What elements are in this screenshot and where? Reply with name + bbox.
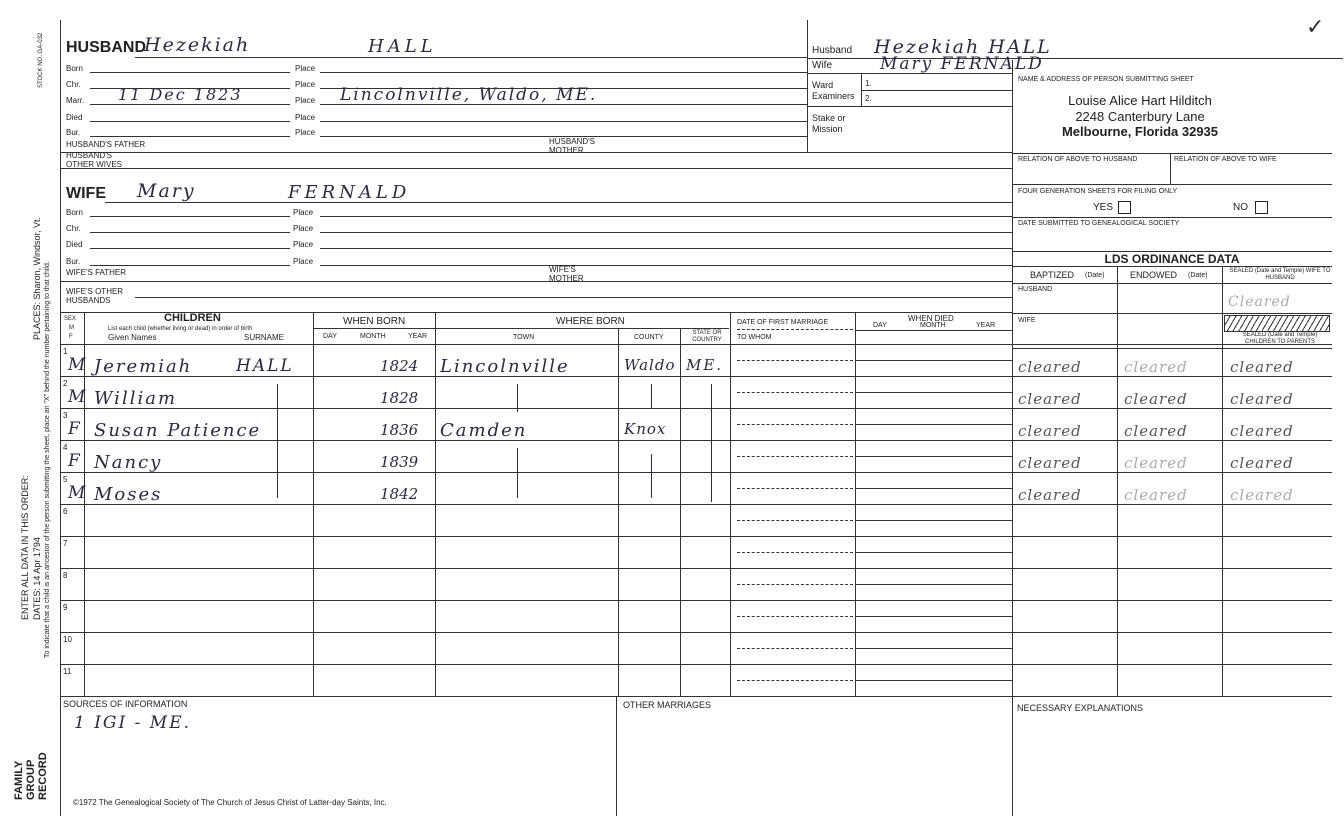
sealed-status[interactable]: cleared bbox=[1230, 454, 1294, 472]
died-line bbox=[855, 680, 1012, 681]
husband-marr-place-line bbox=[320, 104, 807, 105]
child-surname[interactable]: HALL bbox=[236, 356, 294, 376]
wife-born-place-line bbox=[320, 216, 1012, 217]
baptized-label: BAPTIZED bbox=[1030, 270, 1075, 280]
died-line bbox=[855, 488, 1012, 489]
child-given-name[interactable]: Moses bbox=[94, 484, 163, 505]
sex-f-label: F bbox=[69, 334, 73, 340]
wife-father-label: WIFE'S FATHER bbox=[66, 268, 127, 277]
wife-bur-label: Bur. bbox=[66, 257, 81, 266]
town-label: TOWN bbox=[513, 334, 535, 341]
yes-label: YES bbox=[1093, 202, 1114, 213]
husband-marr-date[interactable]: 11 Dec 1823 bbox=[118, 85, 243, 104]
wife-chr-label: Chr. bbox=[66, 224, 81, 233]
child-sex[interactable]: F bbox=[68, 419, 80, 439]
endowed-status[interactable]: cleared bbox=[1124, 358, 1188, 376]
record-title-family: FAMILY bbox=[13, 760, 25, 800]
ditto-mark bbox=[651, 384, 652, 408]
endowed-status[interactable]: cleared bbox=[1124, 454, 1188, 472]
baptized-status[interactable]: cleared bbox=[1018, 358, 1082, 376]
row-line bbox=[60, 344, 1332, 345]
wife-other-husbands-line bbox=[135, 297, 1012, 298]
husband-bur-line bbox=[90, 136, 290, 137]
died-line bbox=[855, 648, 1012, 649]
wife-chr-place-line bbox=[320, 232, 1012, 233]
child-given-name[interactable]: Jeremiah bbox=[94, 356, 193, 377]
county-col-line bbox=[618, 328, 619, 696]
wife-mother-label: WIFE'S MOTHER bbox=[549, 265, 584, 283]
baptized-date-label: (Date) bbox=[1085, 272, 1105, 279]
where-born-label: WHERE BORN bbox=[556, 316, 625, 327]
wife-bur-place-label: Place bbox=[293, 257, 314, 266]
sealed-status[interactable]: cleared bbox=[1230, 390, 1294, 408]
relation-bottom-line bbox=[1012, 184, 1332, 185]
baptized-status[interactable]: cleared bbox=[1018, 390, 1082, 408]
died-line bbox=[855, 424, 1012, 425]
row-line bbox=[60, 600, 1332, 601]
row-number: 6 bbox=[63, 507, 68, 516]
born-month-label: MONTH bbox=[360, 333, 386, 340]
ditto-mark bbox=[517, 384, 518, 412]
wife-name-line bbox=[105, 202, 1012, 203]
husband-marr-place-label: Place bbox=[295, 96, 316, 105]
marriage-date-dash bbox=[737, 488, 853, 489]
examiner-2: 2. bbox=[865, 94, 872, 103]
baptized-status[interactable]: cleared bbox=[1018, 422, 1082, 440]
ward-husband-label: Husband bbox=[812, 45, 853, 56]
husband-born-place-label: Place bbox=[295, 64, 316, 73]
marriage-date-dash bbox=[737, 584, 853, 585]
died-year-label: YEAR bbox=[976, 322, 996, 329]
wife-died-label: Died bbox=[66, 240, 83, 249]
given-names-label: Given Names bbox=[108, 333, 157, 342]
endowed-date-label: (Date) bbox=[1188, 272, 1208, 279]
stake-label: Stake or Mission bbox=[812, 113, 846, 134]
stock-number: STOCK NO. GA-032 bbox=[38, 32, 44, 88]
four-gen-label: FOUR GENERATION SHEETS FOR FILING ONLY bbox=[1018, 188, 1178, 195]
no-checkbox[interactable] bbox=[1255, 201, 1268, 214]
checkmark-icon: ✓ bbox=[1306, 14, 1325, 39]
child-birth-year[interactable]: 1842 bbox=[380, 485, 419, 503]
row-number: 3 bbox=[63, 411, 68, 420]
child-birth-state[interactable]: ME. bbox=[686, 356, 724, 374]
county-label: COUNTY bbox=[634, 334, 664, 341]
child-given-name[interactable]: Nancy bbox=[94, 452, 163, 473]
child-given-name[interactable]: William bbox=[94, 388, 178, 409]
husband-given-name[interactable]: Hezekiah bbox=[144, 34, 251, 56]
child-birth-town[interactable]: Camden bbox=[440, 420, 528, 441]
endowed-status[interactable]: cleared bbox=[1124, 390, 1188, 408]
row-line bbox=[60, 408, 1332, 409]
yes-checkbox[interactable] bbox=[1118, 201, 1131, 214]
ordinance-title: LDS ORDINANCE DATA bbox=[1104, 252, 1240, 266]
child-birth-year[interactable]: 1828 bbox=[380, 389, 419, 407]
wife-bur-place-line bbox=[320, 265, 1012, 266]
baptized-status[interactable]: cleared bbox=[1018, 486, 1082, 504]
husband-label: HUSBAND bbox=[66, 39, 146, 56]
died-subheader-line bbox=[855, 330, 1012, 331]
born-day-label: DAY bbox=[323, 333, 337, 340]
husband-mother-label: HUSBAND'S MOTHER bbox=[549, 137, 595, 155]
marriage-date-dash bbox=[737, 392, 853, 393]
endowed-status[interactable]: cleared bbox=[1124, 486, 1188, 504]
children-label: CHILDREN bbox=[164, 312, 221, 324]
died-line bbox=[855, 392, 1012, 393]
baptized-status[interactable]: cleared bbox=[1018, 454, 1082, 472]
row-number: 7 bbox=[63, 539, 68, 548]
ordinance-wife-label: WIFE bbox=[1018, 317, 1036, 324]
husband-marr-line bbox=[90, 104, 290, 105]
ordinance-title-line bbox=[1012, 266, 1332, 267]
relation-wife-label: RELATION OF ABOVE TO WIFE bbox=[1174, 156, 1277, 163]
table-bottom-line bbox=[60, 696, 1332, 697]
died-line bbox=[855, 360, 1012, 361]
husband-born-label: Born bbox=[66, 64, 83, 73]
row-line bbox=[60, 568, 1332, 569]
row-number: 1 bbox=[63, 347, 68, 356]
husband-surname[interactable]: HALL bbox=[368, 36, 437, 57]
sealed-status[interactable]: cleared bbox=[1230, 358, 1294, 376]
marriage-date-dash bbox=[737, 424, 853, 425]
husband-died-line bbox=[90, 121, 290, 122]
ditto-mark bbox=[277, 384, 278, 498]
state-col-line bbox=[680, 328, 681, 696]
no-label: NO bbox=[1233, 202, 1248, 213]
wife-parents-line bbox=[60, 281, 1012, 282]
wife-died-place-label: Place bbox=[293, 240, 314, 249]
wife-died-line bbox=[90, 248, 290, 249]
wife-born-label: Born bbox=[66, 208, 83, 217]
wife-bur-line bbox=[90, 265, 290, 266]
child-sex[interactable]: F bbox=[68, 451, 80, 471]
wife-born-line bbox=[90, 216, 290, 217]
endowed-label: ENDOWED bbox=[1130, 270, 1177, 280]
sex-m-label: M bbox=[69, 325, 74, 331]
died-line bbox=[855, 584, 1012, 585]
wife-died-place-line bbox=[320, 248, 1012, 249]
ditto-mark bbox=[517, 448, 518, 498]
husband-parents-line bbox=[60, 152, 1012, 153]
row-number: 9 bbox=[63, 603, 68, 612]
ditto-mark bbox=[711, 384, 712, 502]
died-line bbox=[855, 456, 1012, 457]
ancestor-instruction: To indicate that a child is an ancestor of the person submitting the sheet, place an "X" behind the number pertaining to that child. bbox=[44, 261, 51, 658]
child-birth-town[interactable]: Lincolnville bbox=[440, 356, 570, 377]
child-birth-county[interactable]: Knox bbox=[624, 420, 667, 438]
child-birth-year[interactable]: 1824 bbox=[380, 357, 419, 375]
child-sex[interactable]: M bbox=[68, 387, 86, 407]
ward-examiners-bottom-line bbox=[807, 106, 1012, 107]
died-month-label: MONTH bbox=[920, 322, 946, 329]
row-line bbox=[60, 472, 1332, 473]
first-marriage-label: DATE OF FIRST MARRIAGE bbox=[737, 319, 829, 326]
child-sex[interactable]: M bbox=[68, 355, 86, 375]
ward-wife-label: Wife bbox=[812, 60, 832, 71]
ordinance-header-line bbox=[1012, 283, 1332, 284]
wife-other-husbands-label: WIFE'S OTHER HUSBANDS bbox=[66, 287, 124, 305]
husband-died-place-label: Place bbox=[295, 113, 316, 122]
examiner-line bbox=[861, 90, 1012, 91]
ward-wife-value[interactable]: Mary FERNALD bbox=[880, 54, 1044, 74]
submitter-street: 2248 Canterbury Lane bbox=[1075, 109, 1205, 124]
sex-label: SEX bbox=[64, 316, 77, 322]
state-label: STATE OR COUNTRY bbox=[692, 330, 722, 343]
sealed-status[interactable]: cleared bbox=[1230, 486, 1294, 504]
ordinance-children-header-line bbox=[1012, 348, 1332, 349]
husband-marr-place[interactable]: Lincolnville, Waldo, ME. bbox=[340, 85, 598, 105]
row-number: 10 bbox=[63, 635, 72, 644]
ordinance-husband-line bbox=[1012, 313, 1332, 314]
husband-bur-label: Bur. bbox=[66, 128, 81, 137]
row-line bbox=[60, 536, 1332, 537]
submitter-city: Melbourne, Florida 32935 bbox=[1061, 124, 1219, 139]
places-order-text: PLACES: Sharon, Windsor, Vt. bbox=[32, 216, 42, 340]
ditto-mark bbox=[651, 454, 652, 498]
husband-chr-place-label: Place bbox=[295, 80, 316, 89]
husband-died-place-line bbox=[320, 121, 807, 122]
four-gen-bottom-line bbox=[1012, 217, 1332, 218]
hatched-wife-sealing bbox=[1224, 315, 1330, 332]
record-title-group: GROUP bbox=[25, 759, 37, 800]
date-submitted-label: DATE SUBMITTED TO GENEALOGICAL SOCIETY bbox=[1018, 220, 1180, 227]
husband-born-place-line bbox=[320, 72, 807, 73]
child-birth-year[interactable]: 1836 bbox=[380, 421, 419, 439]
wife-label: WIFE bbox=[66, 185, 106, 202]
sealed-wife-value[interactable]: Cleared bbox=[1228, 294, 1291, 310]
row-line bbox=[60, 376, 1332, 377]
husband-other-wives-label: HUSBAND'S OTHER WIVES bbox=[66, 151, 123, 169]
ward-examiners-label: Ward Examiners bbox=[812, 80, 855, 101]
header-dash bbox=[737, 329, 853, 330]
sealed-children-label: SEALED (Date and Temple) CHILDREN TO PARENTS bbox=[1242, 332, 1318, 345]
child-sex[interactable]: M bbox=[68, 483, 86, 503]
copyright: ©1972 The Genealogical Society of The Church of Jesus Christ of Latter-day Saints, Inc. bbox=[73, 798, 387, 807]
source-1[interactable]: 1 IGI - ME. bbox=[74, 713, 192, 733]
marriage-date-dash bbox=[737, 360, 853, 361]
right-panel-left-line bbox=[1012, 60, 1013, 816]
row-number: 8 bbox=[63, 571, 68, 580]
row-number: 4 bbox=[63, 443, 68, 452]
ward-box-left-line bbox=[807, 20, 808, 152]
endowed-status[interactable]: cleared bbox=[1124, 422, 1188, 440]
relation-divider bbox=[1170, 153, 1171, 184]
marriage-date-dash bbox=[737, 520, 853, 521]
submitter-name: Louise Alice Hart Hilditch bbox=[1068, 93, 1212, 108]
row-line bbox=[60, 504, 1332, 505]
wife-given-name[interactable]: Mary bbox=[137, 180, 196, 202]
when-died-label: WHEN DIED bbox=[908, 314, 954, 323]
ordinance-husband-label: HUSBAND bbox=[1018, 286, 1053, 293]
child-birth-county[interactable]: Waldo bbox=[624, 356, 676, 374]
record-title-record: RECORD bbox=[37, 752, 49, 800]
sealed-status[interactable]: cleared bbox=[1230, 422, 1294, 440]
child-birth-year[interactable]: 1839 bbox=[380, 453, 419, 471]
ward-wife-line bbox=[807, 73, 1012, 74]
wife-chr-place-label: Place bbox=[293, 224, 314, 233]
ward-husband-value[interactable]: Hezekiah HALL bbox=[874, 36, 1052, 58]
wife-born-place-label: Place bbox=[293, 208, 314, 217]
husband-born-line bbox=[90, 72, 290, 73]
footer-divider-1 bbox=[616, 696, 617, 816]
enter-order-text: ENTER ALL DATA IN THIS ORDER: bbox=[20, 475, 30, 620]
row-line bbox=[60, 664, 1332, 665]
husband-chr-label: Chr. bbox=[66, 80, 81, 89]
died-day-label: DAY bbox=[873, 322, 887, 329]
husband-name-line bbox=[135, 57, 807, 58]
when-born-label: WHEN BORN bbox=[343, 316, 406, 327]
sources-label: SOURCES OF INFORMATION bbox=[63, 699, 188, 709]
husband-died-label: Died bbox=[66, 113, 83, 122]
child-given-name[interactable]: Susan Patience bbox=[94, 420, 262, 441]
wife-chr-line bbox=[90, 232, 290, 233]
submitter-bottom-line bbox=[1012, 153, 1332, 154]
husband-marr-label: Marr. bbox=[66, 96, 85, 105]
to-whom-label: TO WHOM bbox=[737, 334, 772, 341]
husband-father-label: HUSBAND'S FATHER bbox=[66, 140, 146, 149]
other-marriages-label: OTHER MARRIAGES bbox=[623, 700, 712, 710]
husband-bur-place-label: Place bbox=[295, 128, 316, 137]
row-line bbox=[60, 632, 1332, 633]
died-line bbox=[855, 616, 1012, 617]
row-line bbox=[60, 440, 1332, 441]
sealed-wife-label: SEALED (Date and Temple) WIFE TO HUSBAND bbox=[1229, 268, 1331, 281]
explanations-label: NECESSARY EXPLANATIONS bbox=[1017, 703, 1144, 713]
relation-husband-label: RELATION OF ABOVE TO HUSBAND bbox=[1018, 156, 1138, 163]
marriage-date-dash bbox=[737, 616, 853, 617]
husband-other-wives-line bbox=[60, 168, 1012, 169]
died-line bbox=[855, 520, 1012, 521]
marriage-date-dash bbox=[737, 680, 853, 681]
marriage-date-dash bbox=[737, 552, 853, 553]
dates-order-text: DATES: 14 Apr 1794 bbox=[32, 537, 42, 620]
wife-surname[interactable]: FERNALD bbox=[288, 182, 411, 203]
row-number: 2 bbox=[63, 379, 68, 388]
born-subheader-line bbox=[313, 328, 729, 329]
surname-label: SURNAME bbox=[244, 333, 285, 342]
submitter-label: NAME & ADDRESS OF PERSON SUBMITTING SHEET bbox=[1018, 76, 1194, 83]
marriage-date-dash bbox=[737, 648, 853, 649]
children-instruction: List each child (whether living or dead) in order of birth bbox=[108, 326, 253, 332]
examiner-1: 1. bbox=[865, 79, 872, 88]
born-year-label: YEAR bbox=[408, 333, 428, 340]
marriage-date-dash bbox=[737, 456, 853, 457]
row-number: 11 bbox=[63, 667, 72, 676]
died-line bbox=[855, 552, 1012, 553]
row-number: 5 bbox=[63, 475, 68, 484]
